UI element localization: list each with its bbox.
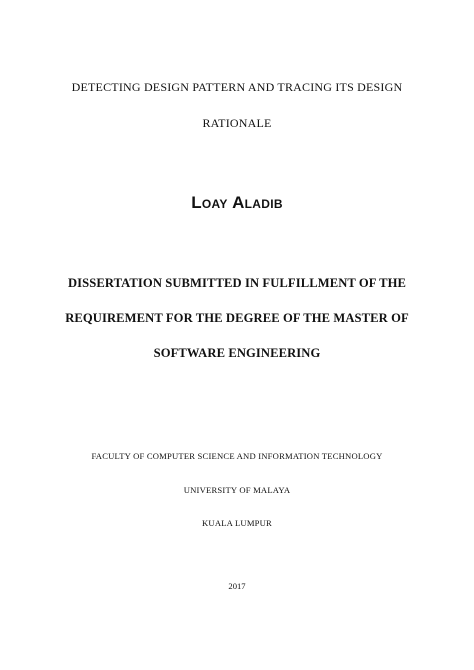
thesis-title-line-1: DETECTING DESIGN PATTERN AND TRACING ITS DESIGN [71, 80, 403, 94]
dissertation-statement-line-3: SOFTWARE ENGINEERING [153, 346, 321, 360]
university-name: UNIVERSITY OF MALAYA [183, 485, 291, 495]
city-name: KUALA LUMPUR [202, 518, 272, 528]
author-name: Loay Aladib [191, 193, 283, 212]
dissertation-statement-line-2: REQUIREMENT FOR THE DEGREE OF THE MASTER OF [65, 311, 409, 325]
faculty-name: FACULTY OF COMPUTER SCIENCE AND INFORMATION TECHNOLOGY [91, 451, 383, 461]
thesis-title-line-2: RATIONALE [202, 116, 272, 130]
dissertation-statement-line-1: DISSERTATION SUBMITTED IN FULFILLMENT OF THE [67, 276, 407, 290]
submission-year: 2017 [228, 581, 246, 591]
